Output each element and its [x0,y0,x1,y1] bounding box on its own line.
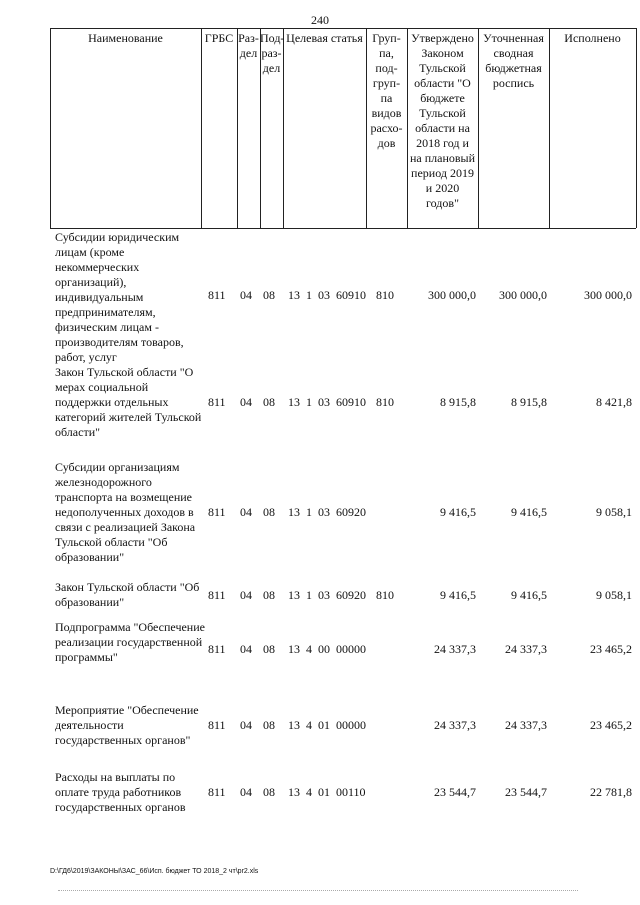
row-approved: 24 337,3 [434,718,476,732]
row-podrazdel: 08 [263,505,275,519]
header-podrazdel: Под- раз- дел [260,31,285,75]
row-razdel: 04 [240,505,252,519]
row-approved: 300 000,0 [428,288,476,302]
row-executed: 23 465,2 [590,718,632,732]
row-target: 13 4 01 00110 [288,785,366,799]
row-refined: 9 416,5 [511,505,547,519]
row-approved: 24 337,3 [434,642,476,656]
row-razdel: 04 [240,588,252,602]
row-razdel: 04 [240,718,252,732]
row-grbs: 811 [208,505,226,519]
header-bottom-rule [50,228,636,229]
row-name: Подпрограмма "Обеспечение реализации государственной программы" [55,620,205,664]
row-approved: 23 544,7 [434,785,476,799]
row-executed: 9 058,1 [596,588,632,602]
col-divider [283,28,284,228]
row-refined: 300 000,0 [499,288,547,302]
row-target: 13 1 03 60910 [288,395,366,409]
header-name: Наименование [88,31,163,45]
row-razdel: 04 [240,785,252,799]
row-approved: 8 915,8 [440,395,476,409]
header-group: Груп- па, под- груп- па видов расхо- дов [370,31,403,150]
row-executed: 300 000,0 [584,288,632,302]
row-razdel: 04 [240,288,252,302]
footer-rule [58,890,578,891]
row-name: Расходы на выплаты по оплате труда работников государственных органов [55,770,186,814]
header-refined: Уточненная сводная бюджетная роспись [483,31,544,90]
row-grbs: 811 [208,718,226,732]
row-target: 13 1 03 60920 [288,505,366,519]
row-target: 13 1 03 60910 [288,288,366,302]
row-executed: 23 465,2 [590,642,632,656]
row-refined: 8 915,8 [511,395,547,409]
row-podrazdel: 08 [263,642,275,656]
row-group: 810 [376,395,394,409]
row-executed: 8 421,8 [596,395,632,409]
row-refined: 23 544,7 [505,785,547,799]
row-name: Закон Тульской области "О мерах социальной поддержки отдельных категорий жителей Тульской области" [55,365,202,439]
header-grbs: ГРБС [204,31,234,45]
row-grbs: 811 [208,588,226,602]
col-divider [201,28,202,228]
row-target: 13 4 01 00000 [288,718,366,732]
row-approved: 9 416,5 [440,588,476,602]
row-refined: 24 337,3 [505,718,547,732]
header-razdel: Раз- дел [238,31,259,60]
row-group: 810 [376,288,394,302]
row-grbs: 811 [208,642,226,656]
header-approved: Утверждено Законом Тульской области "О бюджете Тульской области на 2018 год и на плановый период 2019 и 2020 годов" [409,31,476,210]
row-grbs: 811 [208,395,226,409]
row-podrazdel: 08 [263,785,275,799]
row-name: Закон Тульской области "Об образовании" [55,580,200,609]
header-executed: Исполнено [564,31,621,45]
row-razdel: 04 [240,395,252,409]
row-podrazdel: 08 [263,288,275,302]
row-podrazdel: 08 [263,395,275,409]
row-refined: 24 337,3 [505,642,547,656]
row-approved: 9 416,5 [440,505,476,519]
col-divider [50,28,51,228]
row-target: 13 4 00 00000 [288,642,366,656]
row-razdel: 04 [240,642,252,656]
row-grbs: 811 [208,785,226,799]
row-executed: 22 781,8 [590,785,632,799]
row-refined: 9 416,5 [511,588,547,602]
page-number: 240 [311,13,329,27]
row-target: 13 1 03 60920 [288,588,366,602]
row-grbs: 811 [208,288,226,302]
col-divider [636,28,637,228]
row-name: Субсидии организациям железнодорожного транспорта на возмещение недополученных доходов в связи с реализацией Закона Тульской области "Об образовании" [55,460,196,564]
row-group: 810 [376,588,394,602]
header-target: Целевая статья [286,31,363,45]
row-executed: 9 058,1 [596,505,632,519]
row-podrazdel: 08 [263,718,275,732]
col-divider [549,28,550,228]
row-name: Субсидии юридическим лицам (кроме некоммерческих организаций), индивидуальным предпринимателям, физическим лицам - производителям товаров, работ, услуг [55,230,184,364]
file-path-footer: D:\ГД6\2019\ЗАКОНЫ\ЗАС_66\Исп. бюджет ТО 2018_2 чт\pr2.xls [50,868,259,875]
row-podrazdel: 08 [263,588,275,602]
row-name: Мероприятие "Обеспечение деятельности государственных органов" [55,703,199,747]
